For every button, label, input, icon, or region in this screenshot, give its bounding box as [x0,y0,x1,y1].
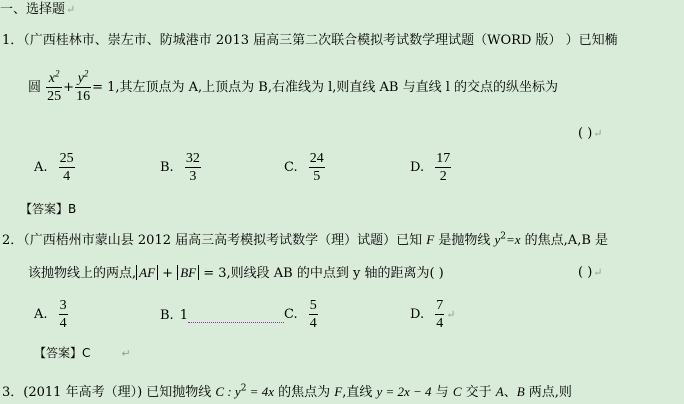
q1-line2 [28,68,558,108]
q2-plus: + [158,266,178,281]
q1-option-a-num: 25 [59,151,74,166]
return-mark-icon: ↵ [66,3,76,16]
q1-source: （广西桂林市、崇左市、防城港市 2013 届高三第二次联合模拟考试数学理试题（WORD 版） ）已知椭 [23,33,618,48]
q1-option-c-den: 5 [313,169,321,184]
q2-option-a-den: 4 [59,316,67,331]
q1-plus: + [63,80,75,95]
q1-option-a-label: A. [34,160,48,175]
q2-eq: =x [506,232,521,247]
q1-line2-post: ,其左顶点为 A,上顶点为 B,右准线为 l,则直线 AB 与直线 l 的交点的纵坐标为 [115,80,559,95]
q2-abs-af: AF [136,265,158,280]
return-mark-icon: ↵ [121,347,131,360]
q1-option-c-num: 24 [309,151,324,166]
q3-line1 [2,384,572,401]
q2-line2-post: ,则线段 AB 的中点到 y 轴的距离为( ) [226,266,444,281]
q1-option-c [284,150,326,185]
q2-eq3: = 3 [199,266,227,281]
q2-option-c-den: 4 [309,316,317,331]
q1-option-a-den: 4 [63,169,71,184]
q2-option-a-frac [59,297,68,332]
q1-frac-x-den: 25 [47,89,62,104]
q2-answer-paren [578,265,603,280]
q1-frac-y [75,70,91,105]
q1-option-b-den: 3 [189,169,197,184]
q1-option-d [410,150,452,185]
q2-answer-text: 【答案】C [34,346,91,360]
q1-option-d-frac [435,150,451,185]
q3-c: C [452,384,462,399]
q2-line1-post: 的焦点,A,B 是 [520,233,609,248]
q2-line1-pre: （广西梧州市蒙山县 2012 届高三高考模拟考试数学（理）试题）已知 [23,233,427,248]
q1-option-c-label: C. [284,160,298,175]
q2-abs-bf: BF [177,265,199,280]
q2-answer [34,345,131,362]
q2-option-d-num: 7 [436,298,444,313]
q1-paren-text: ( ) [578,126,593,141]
q1-line1 [2,33,618,49]
section-heading [0,2,75,18]
q1-frac-x [46,70,62,105]
q2-line2 [28,265,444,282]
q1-option-b-label: B. [160,160,174,175]
q3-mid: 的焦点为 [273,385,335,400]
q3-curve: C : y [215,384,241,399]
q3-line-eq: y = 2x − 4 [376,384,432,399]
q2-option-d-frac [435,297,444,332]
q1-option-a-frac [59,150,75,185]
q3-mid2: ,直线 [342,385,377,400]
q2-line1-mid: 是抛物线 [434,233,495,248]
q2-y-exp: 2 [500,231,506,242]
q1-frac-y-den: 16 [76,89,91,104]
q2-option-b-value: 1 [179,308,188,323]
q2-option-a [34,297,69,332]
q3-pre: (2011 年高考（理）) 已知抛物线 [23,385,216,400]
q1-option-d-den: 2 [439,169,447,184]
q3-curve-rhs: = 4x [246,384,274,399]
q3-focus: F [334,384,343,399]
q1-line2-pre: 圆 [28,80,42,95]
q3-b: B [516,384,525,399]
q2-option-a-num: 3 [59,298,67,313]
q2-option-c-frac [309,297,318,332]
q3-number: 3． [2,385,24,400]
q1-exp-x: 2 [55,68,60,79]
q1-frac-y-num: y [77,71,84,86]
q3-post: 交于 [461,385,496,400]
q2-line1 [2,232,608,249]
q1-option-d-label: D. [410,160,425,175]
q1-number: 1． [2,33,24,48]
q1-frac-x-num: x [48,71,56,86]
q1-answer-paren [578,126,603,141]
q2-option-d [410,297,455,332]
q1-exp-y: 2 [83,68,89,79]
q1-answer [20,201,76,217]
q3-mid3: 与 [431,385,453,400]
q2-option-c [284,297,319,332]
return-mark-icon: ↵ [593,127,603,140]
q3-a: A [495,384,504,399]
q2-option-d-label: D. [410,307,425,322]
q3-sep: 、 [503,385,517,400]
return-mark-icon: ↵ [446,308,456,321]
q3-end: 两点,则 [524,385,572,400]
q1-equals-one: = 1 [92,80,116,95]
q2-option-c-label: C. [284,307,298,322]
q2-option-d-den: 4 [436,316,444,331]
q2-option-b-label: B. [160,308,174,323]
q2-option-a-label: A. [34,307,48,322]
q2-line2-pre: 该抛物线上的两点, [28,266,137,281]
q1-option-b-num: 32 [185,151,200,166]
q1-option-b [160,150,202,185]
q2-paren-text: ( ) [578,265,593,280]
q1-option-b-frac [185,150,201,185]
q2-focus-f: F [426,232,435,247]
q1-answer-text: 【答案】B [20,202,77,216]
q3-curve-exp: 2 [240,383,247,394]
q2-option-b [160,308,284,323]
q2-dotted-line [188,321,284,323]
q2-y: y [494,232,501,247]
section-heading-text: 一、选择题 [0,2,66,17]
q2-option-c-num: 5 [309,298,317,313]
q1-option-d-num: 17 [436,151,451,166]
q2-number: 2． [2,233,24,248]
q1-option-a [34,150,76,185]
q1-option-c-frac [309,150,325,185]
return-mark-icon: ↵ [593,266,603,279]
